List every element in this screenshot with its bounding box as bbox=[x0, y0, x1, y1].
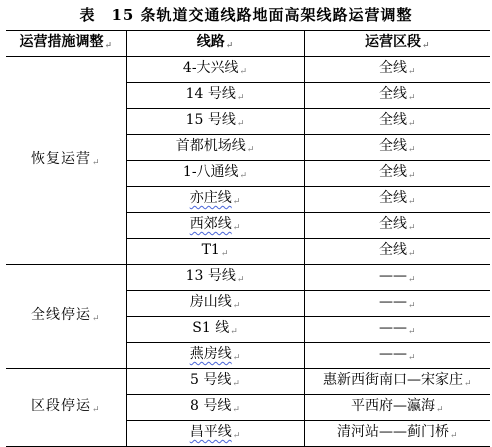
header-row bbox=[6, 31, 490, 57]
line-cell: 8 号线↵ bbox=[126, 395, 304, 421]
section-cell: 清河站——蓟门桥↵ bbox=[304, 421, 490, 447]
line-cell: 13 号线↵ bbox=[126, 265, 304, 291]
group-measure-cell: 全线停运↵ bbox=[6, 265, 126, 369]
header-line: 线路↵ bbox=[126, 31, 304, 57]
group-measure-cell: 区段停运↵ bbox=[6, 369, 126, 447]
section-cell: 全线↵ bbox=[304, 213, 490, 239]
section-cell: ——↵ bbox=[304, 291, 490, 317]
table-row bbox=[6, 57, 490, 83]
line-cell: T1↵ bbox=[126, 239, 304, 265]
line-cell: 昌平线↵ bbox=[126, 421, 304, 447]
operation-adjustment-table bbox=[6, 30, 490, 447]
line-cell: 15 号线↵ bbox=[126, 109, 304, 135]
section-cell: 全线↵ bbox=[304, 135, 490, 161]
line-cell: 首都机场线↵ bbox=[126, 135, 304, 161]
section-cell: 全线↵ bbox=[304, 57, 490, 83]
header-measure: 运营措施调整↵ bbox=[6, 31, 126, 57]
line-cell: 房山线↵ bbox=[126, 291, 304, 317]
table-row bbox=[6, 369, 490, 395]
section-cell: 惠新西街南口—宋家庄↵ bbox=[304, 369, 490, 395]
section-cell: 全线↵ bbox=[304, 187, 490, 213]
line-cell: 亦庄线↵ bbox=[126, 187, 304, 213]
table-row bbox=[6, 265, 490, 291]
section-cell: 全线↵ bbox=[304, 239, 490, 265]
section-cell: ——↵ bbox=[304, 265, 490, 291]
line-cell: 14 号线↵ bbox=[126, 83, 304, 109]
line-cell: 1-八通线↵ bbox=[126, 161, 304, 187]
section-cell: 平西府—瀛海↵ bbox=[304, 395, 490, 421]
header-section: 运营区段↵ bbox=[304, 31, 490, 57]
group-measure-cell: 恢复运营↵ bbox=[6, 57, 126, 265]
section-cell: 全线↵ bbox=[304, 161, 490, 187]
section-cell: 全线↵ bbox=[304, 83, 490, 109]
line-cell: 燕房线↵ bbox=[126, 343, 304, 369]
section-cell: ——↵ bbox=[304, 343, 490, 369]
section-cell: ——↵ bbox=[304, 317, 490, 343]
table-title: 表 15 条轨道交通线路地面高架线路运营调整 bbox=[79, 6, 413, 24]
line-cell: 4-大兴线↵ bbox=[126, 57, 304, 83]
line-cell: 5 号线↵ bbox=[126, 369, 304, 395]
line-cell: 西郊线↵ bbox=[126, 213, 304, 239]
line-cell: S1 线↵ bbox=[126, 317, 304, 343]
section-cell: 全线↵ bbox=[304, 109, 490, 135]
